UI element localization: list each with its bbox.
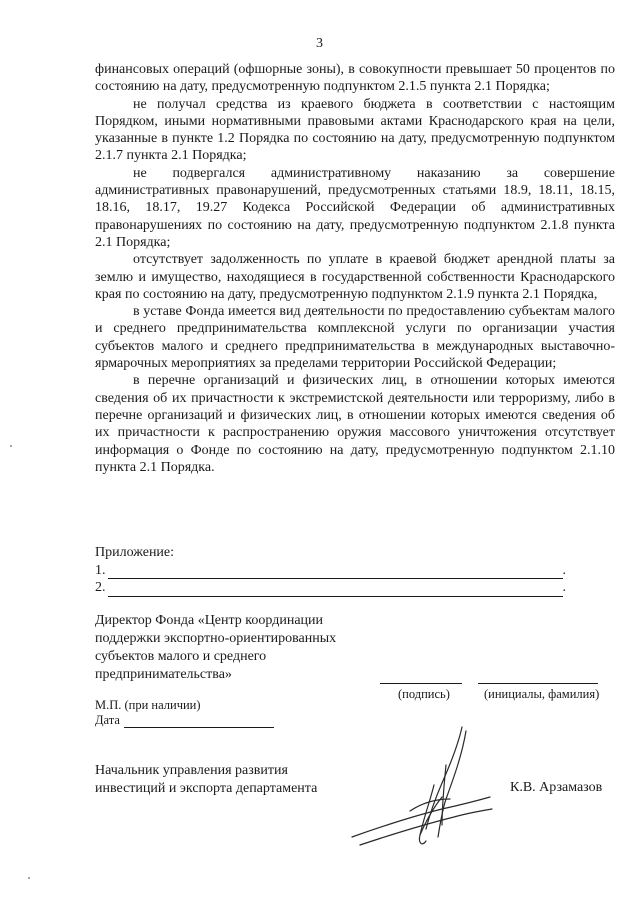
director-title-line: предпринимательства»: [95, 667, 232, 682]
scan-speck: [10, 445, 12, 447]
attachment-line: [95, 562, 575, 580]
scan-speck: [28, 877, 30, 879]
page-number: 3: [316, 36, 323, 51]
attachment-blank-line: [108, 565, 563, 579]
date-label: Дата: [95, 713, 120, 727]
director-title-line: Директор Фонда «Центр координации: [95, 613, 324, 628]
attachment-line: [95, 579, 575, 597]
chief-title-line: инвестиций и экспорта департамента: [95, 781, 318, 796]
paragraph: в уставе Фонда имеется вид деятельности по предоставлению субъектам малого и среднего предпринимательства комплексной услуги по организации участия субъектов малого и среднего предпринимательства в международных выставочно-ярмарочных мероприятиях за пределами территории Российской Федерации;: [95, 304, 615, 372]
attachment-number: 1.: [95, 562, 106, 578]
director-title-line: поддержки экспортно-ориентированных: [95, 631, 337, 646]
paragraph: отсутствует задолженность по уплате в краевой бюджет арендной платы за землю и имущество, находящиеся в государственной собственности Краснодарского края по состоянию на дату, предусмотренную подпунктом 2.1.9 пункта 2.1 Порядка,: [95, 252, 615, 302]
paragraph: не получал средства из краевого бюджета в соответствии с настоящим Порядком, иными нормативными правовыми актами Краснодарского края на цели, указанные в пункте 1.2 Порядка по состоянию на дату, предусмотренную подпунктом 2.1.7 пункта 2.1 Порядка;: [95, 96, 615, 164]
signature-caption: (подпись): [398, 687, 450, 701]
attachment-blank-line: [108, 583, 563, 597]
handwritten-signature: [350, 725, 500, 855]
director-title: [95, 612, 395, 684]
attachment-block: [95, 544, 575, 597]
attachment-end-mark: .: [562, 562, 566, 578]
attachment-end-mark: .: [562, 580, 566, 595]
paragraph: не подвергался административному наказанию за совершение административных правонарушений, предусмотренных статьями 18.9, 18.11, 18.15, 18.16, 18.17, 19.27 Кодекса Российской Федерации об административных правонарушениях по состоянию на дату, предусмотренную подпунктом 2.1.8 пункта 2.1 Порядка;: [95, 165, 615, 250]
body-text: [95, 61, 615, 476]
paragraph: финансовых операций (офшорные зоны), в совокупности превышает 50 процентов по состоянию на дату, предусмотренную подпунктом 2.1.5 пункта 2.1 Порядка;: [95, 62, 615, 95]
chief-name: К.В. Арзамазов: [510, 780, 603, 795]
name-caption: (инициалы, фамилия): [484, 687, 600, 701]
attachment-number: 2.: [95, 580, 106, 595]
signature-blank-line: [380, 683, 462, 684]
stamp-date-block: [95, 698, 274, 728]
date-row: [95, 713, 274, 728]
name-blank-line: [478, 683, 598, 684]
attachment-title: Приложение:: [95, 545, 175, 560]
chief-title-line: Начальник управления развития: [95, 763, 288, 778]
stamp-note: М.П. (при наличии): [95, 698, 201, 712]
paragraph: в перечне организаций и физических лиц, в отношении которых имеются сведения об их причастности к экстремистской деятельности или терроризму, либо в перечне организаций и физических лиц, в отношении которых имеются сведения об их причастности к распространению оружия массового уничтожения отсутствует информация о Фонде по состоянию на дату, предусмотренную подпунктом 2.1.10 пункта 2.1 Порядка.: [95, 373, 615, 475]
director-title-line: субъектов малого и среднего: [95, 649, 267, 664]
date-blank-line: [124, 715, 274, 728]
